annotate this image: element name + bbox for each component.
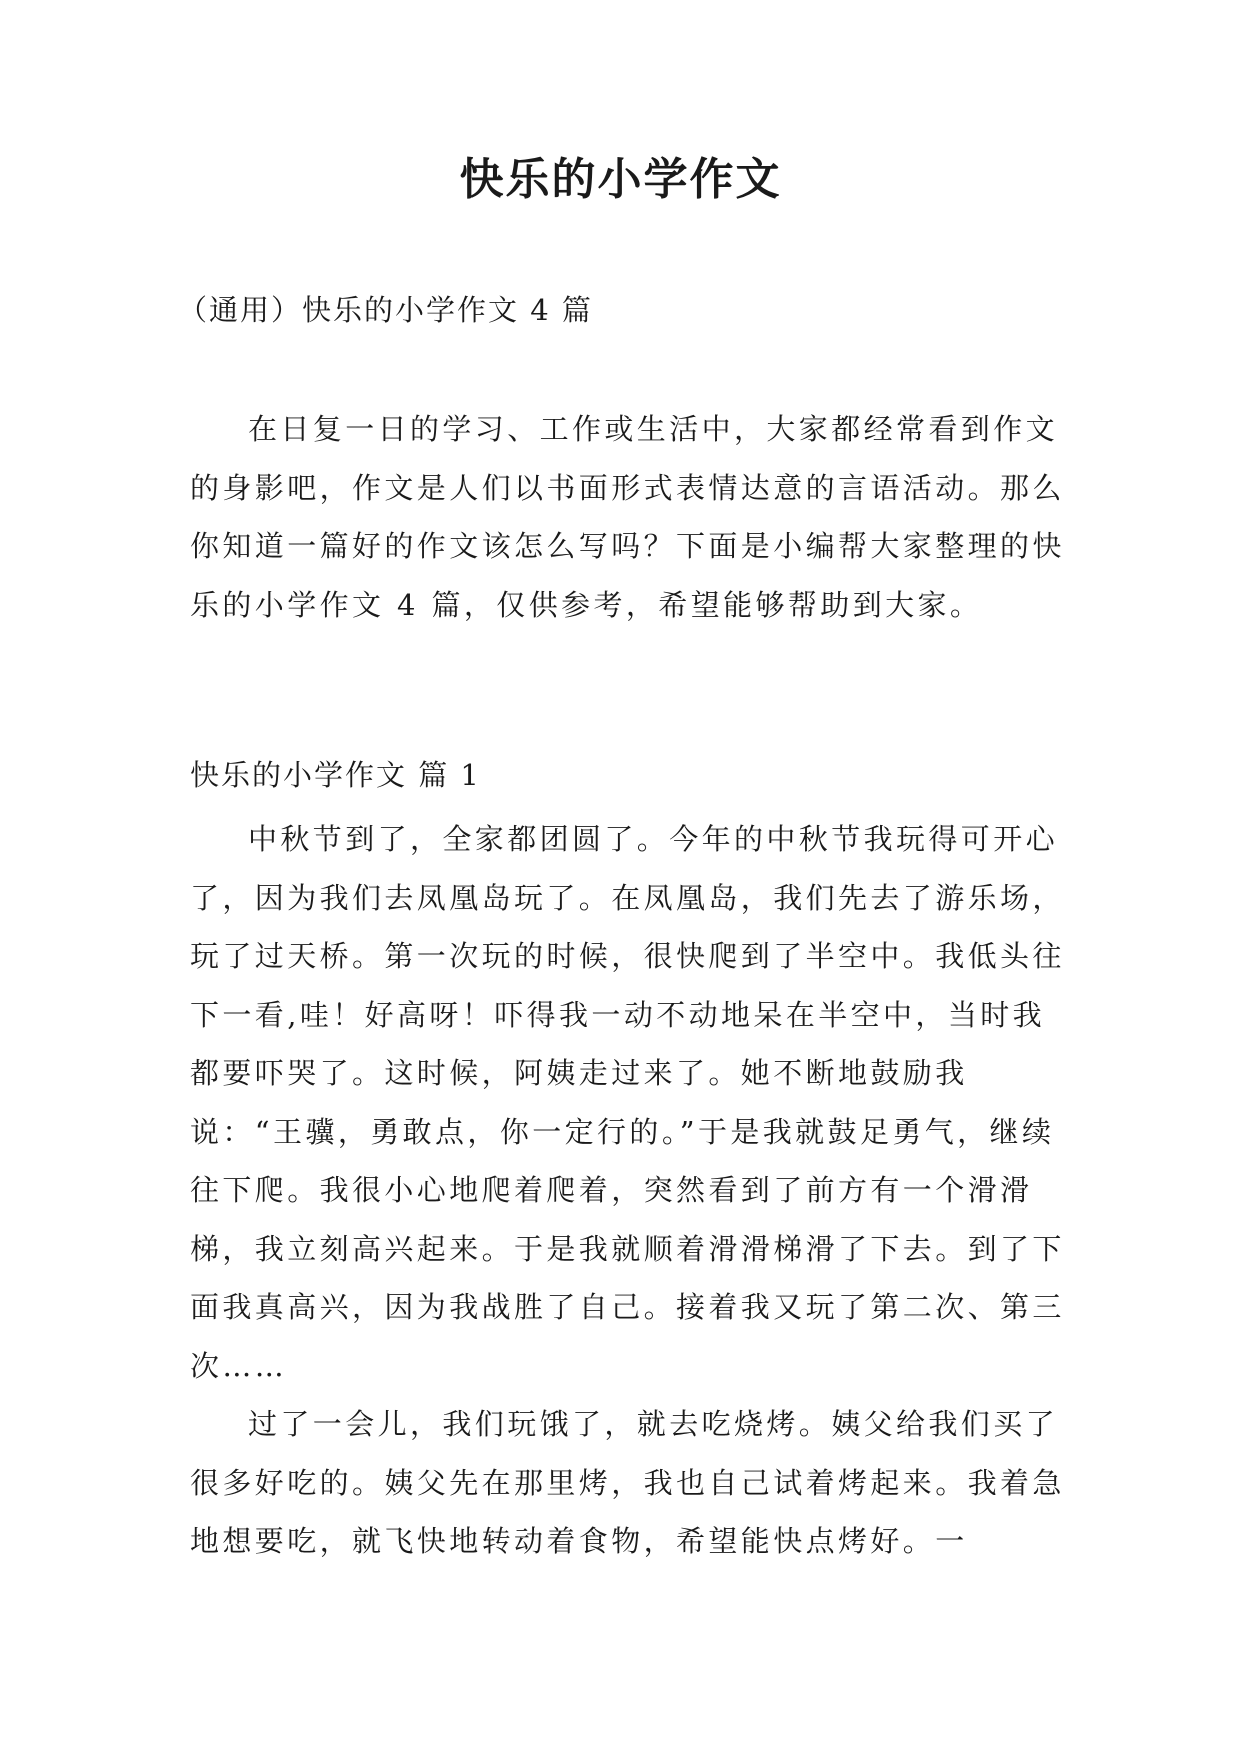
document-title: 快乐的小学作文 bbox=[459, 154, 782, 205]
intro-section bbox=[190, 400, 1070, 634]
document-subtitle: （通用）快乐的小学作文 4 篇 bbox=[178, 293, 593, 327]
intro-paragraph: 在日复一日的学习、工作或生活中，大家都经常看到作文的身影吧，作文是人们以书面形式表情达意的言语活动。那么你知道一篇好的作文该怎么写吗？下面是小编帮大家整理的快乐的小学作文 4 篇，仅供参考，希望能够帮助到大家。 bbox=[190, 412, 1065, 622]
body-paragraph: 中秋节到了，全家都团圆了。今年的中秋节我玩得可开心了，因为我们去凤凰岛玩了。在凤凰岛，我们先去了游乐场，玩了过天桥。第一次玩的时候，很快爬到了半空中。我低头往下一看,哇！好高呀！吓得我一动不动地呆在半空中，当时我都要吓哭了。这时候，阿姨走过来了。她不断地鼓励我说：“王骥，勇敢点，你一定行的。”于是我就鼓足勇气，继续往下爬。我很小心地爬着爬着，突然看到了前方有一个滑滑梯，我立刻高兴起来。于是我就顺着滑滑梯滑了下去。到了下面我真高兴，因为我战胜了自己。接着我又玩了第二次、第三次…… bbox=[190, 822, 1065, 1383]
section-heading: 快乐的小学作文 篇 1 bbox=[190, 758, 481, 792]
body-paragraph: 过了一会儿，我们玩饿了，就去吃烧烤。姨父给我们买了很多好吃的。姨父先在那里烤，我也自己试着烤起来。我着急地想要吃，就飞快地转动着食物，希望能快点烤好。一 bbox=[190, 1407, 1065, 1558]
section-body bbox=[190, 810, 1070, 1571]
